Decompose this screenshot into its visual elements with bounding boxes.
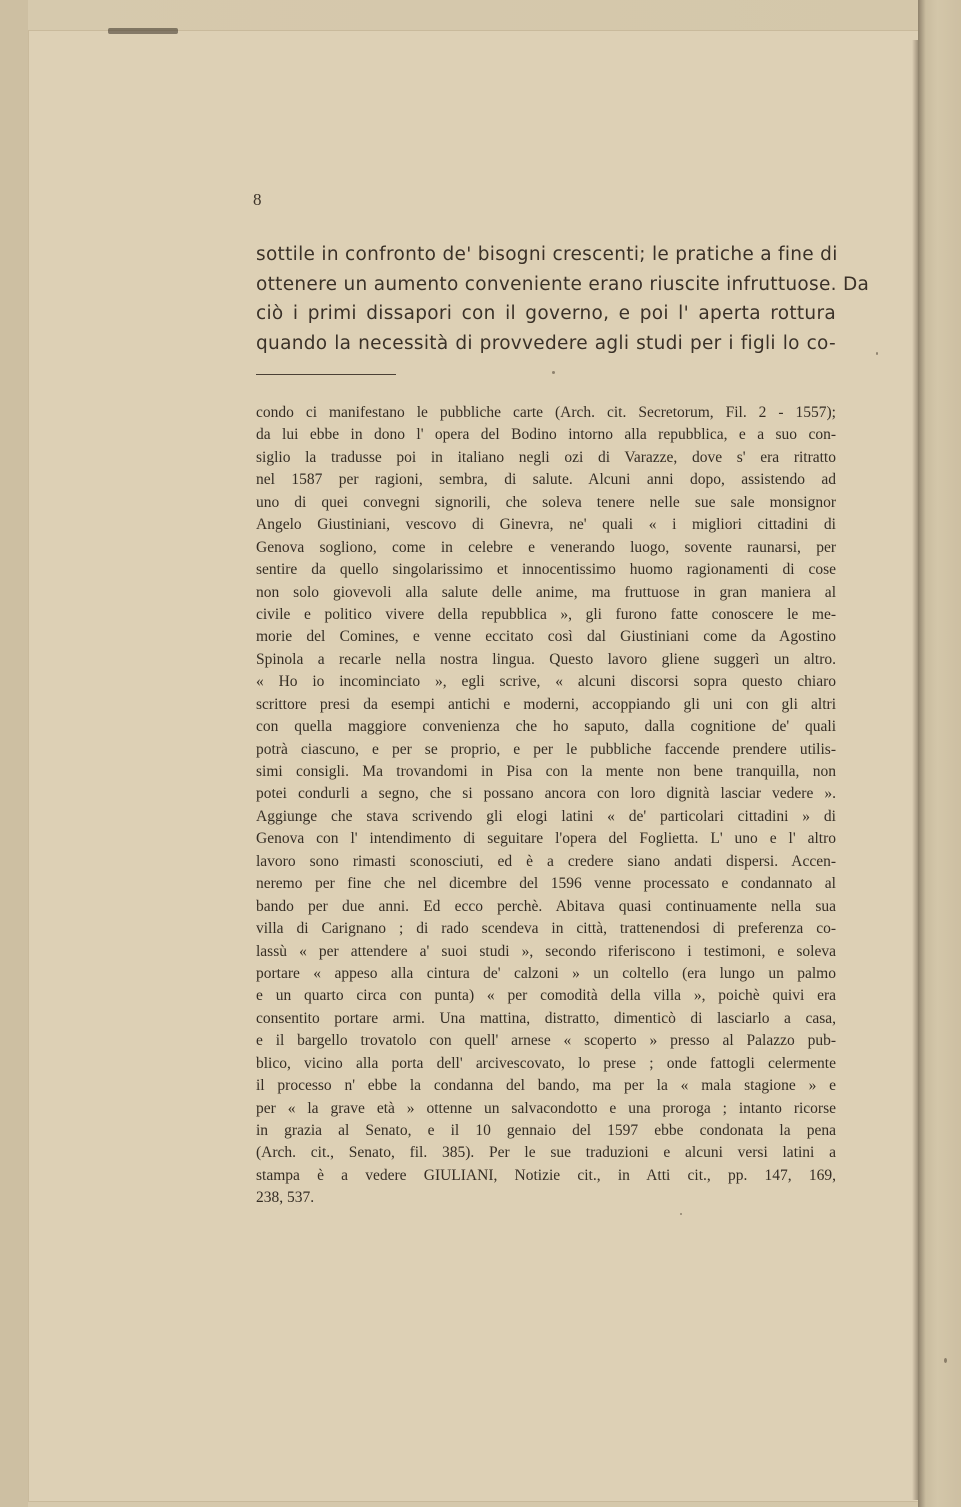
footnote-line: (Arch. cit., Senato, fil. 385). Per le sue traduzioni e alcuni versi latini a bbox=[256, 1144, 836, 1162]
footnote-line: Genova sogliono, come in celebre e venerando luogo, sovente raunarsi, per bbox=[256, 538, 836, 556]
footnote-line: bando per due anni. Ed ecco perchè. Abitava quasi continuamente nella sua bbox=[256, 897, 836, 915]
footnote-block bbox=[256, 402, 836, 1210]
footnote-line: non solo giovevoli alla salute delle anime, ma fruttuose in gran maniera al bbox=[256, 583, 836, 601]
footnote-line: villa di Carignano ; di rado scendeva in città, trattenendosi di preferenza co- bbox=[256, 920, 836, 938]
footnote-separator-rule bbox=[256, 374, 396, 375]
paper-speck bbox=[680, 1213, 682, 1215]
footnote-line: stampa è a vedere GIULIANI, Notizie cit., in Atti cit., pp. 147, 169, bbox=[256, 1166, 836, 1184]
main-text-line: ciò i primi dissapori con il governo, e poi l' aperta rottura bbox=[256, 303, 836, 324]
footnote-line: scrittore presi da esempi antichi e moderni, accoppiando gli uni con gli altri bbox=[256, 695, 836, 713]
footnote-line: potrà ciascuno, e per se proprio, e per le pubbliche faccende prendere utilis- bbox=[256, 740, 836, 758]
footnote-line: civile e politico vivere della repubblica », gli furono fatte conoscere le me- bbox=[256, 605, 836, 623]
footnote-line: il processo n' ebbe la condanna del bando, ma per la « mala stagione » e bbox=[256, 1077, 836, 1095]
footnote-line: in grazia al Senato, e il 10 gennaio del 1597 ebbe condonata la pena bbox=[256, 1122, 836, 1139]
paper-speck bbox=[876, 352, 878, 355]
footnote-line: neremo per fine che nel dicembre del 1596 venne processato e condannato al bbox=[256, 875, 836, 893]
footnote-line: nel 1587 per ragioni, sembra, di salute. Alcuni anni dopo, assistendo ad bbox=[256, 471, 836, 489]
footnote-line: morie del Comines, e venne eccitato così dal Giustiniani come da Agostino bbox=[256, 628, 836, 646]
footnote-line: consentito portare armi. Una mattina, distratto, dimenticò di lasciarlo a casa, bbox=[256, 1009, 836, 1027]
main-text-line: quando la necessità di provvedere agli studi per i figli lo co- bbox=[256, 332, 836, 354]
paper-speck bbox=[944, 1358, 947, 1363]
main-text-line: sottile in confronto de' bisogni crescenti; le pratiche a fine di bbox=[256, 244, 838, 265]
footnote-line: « Ho io incominciato », egli scrive, « alcuni discorsi sopra questo chiaro bbox=[256, 673, 836, 691]
footnote-line: potei condurli a segno, che si possano ancora con loro dignità lasciar vedere ». bbox=[256, 785, 836, 803]
footnote-line: uno di quei convegni signorili, che soleva tenere nelle sue sale monsignor bbox=[256, 493, 836, 511]
footnote-line: Aggiunge che stava scrivendo gli elogi latini « de' particolari cittadini » di bbox=[256, 807, 836, 825]
facing-page-edge bbox=[918, 0, 961, 1507]
footnote-line: per « la grave età » ottenne un salvacondotto e una proroga ; intanto ricorse bbox=[256, 1099, 836, 1117]
footnote-line: lassù « per attendere a' suoi studi », secondo riferiscono i testimoni, e soleva bbox=[256, 942, 836, 960]
footnote-line: e il bargello trovatolo con quell' arnese « scoperto » presso al Palazzo pub- bbox=[256, 1032, 836, 1050]
footnote-line: Angelo Giustiniani, vescovo di Ginevra, ne' quali « i migliori cittadini di bbox=[256, 516, 836, 534]
footnote-line: e un quarto circa con punta) « per comodità della villa », poichè quivi era bbox=[256, 987, 836, 1005]
footnote-line: 238, 537. bbox=[256, 1189, 315, 1207]
footnote-line: blico, vicino alla porta dell' arcivescovato, lo prese ; onde fattogli celermente bbox=[256, 1054, 836, 1072]
footnote-line: Spinola a recarle nella nostra lingua. Questo lavoro gliene suggerì un altro. bbox=[256, 650, 836, 668]
paper-speck bbox=[552, 371, 555, 374]
footnote-line: Genova con l' intendimento di seguitare l'opera del Foglietta. L' uno e l' altro bbox=[256, 830, 836, 848]
footnote-line: portare « appeso alla cintura de' calzoni » un coltello (era lungo un palmo bbox=[256, 964, 836, 982]
footnote-line: condo ci manifestano le pubbliche carte (Arch. cit. Secretorum, Fil. 2 - 1557); bbox=[256, 404, 836, 421]
footnote-line: sentire da quello singolarissimo et innocentissimo huomo ragionamenti di cose bbox=[256, 561, 836, 579]
footnote-line: con quella maggiore convenienza che ho saputo, dalla cognitione de' quali bbox=[256, 718, 836, 736]
page-number: 8 bbox=[253, 190, 262, 209]
footnote-line: da lui ebbe in dono l' opera del Bodino intorno alla repubblica, e a suo con- bbox=[256, 426, 836, 444]
top-ink-mark bbox=[108, 28, 178, 34]
footnote-line: lavoro sono rimasti sconosciuti, ed è a credere siano andati dispersi. Accen- bbox=[256, 852, 836, 870]
main-text-line: ottenere un aumento conveniente erano riuscite infruttuose. Da bbox=[256, 273, 870, 295]
scan-left-margin bbox=[0, 0, 28, 1507]
main-text-block bbox=[256, 240, 870, 358]
footnote-line: siglio la tradusse poi in italiano negli ozi di Varazze, dove s' era ritratto bbox=[256, 448, 836, 466]
footnote-line: simi consigli. Ma trovandomi in Pisa con la mente non bene tranquilla, non bbox=[256, 763, 836, 780]
